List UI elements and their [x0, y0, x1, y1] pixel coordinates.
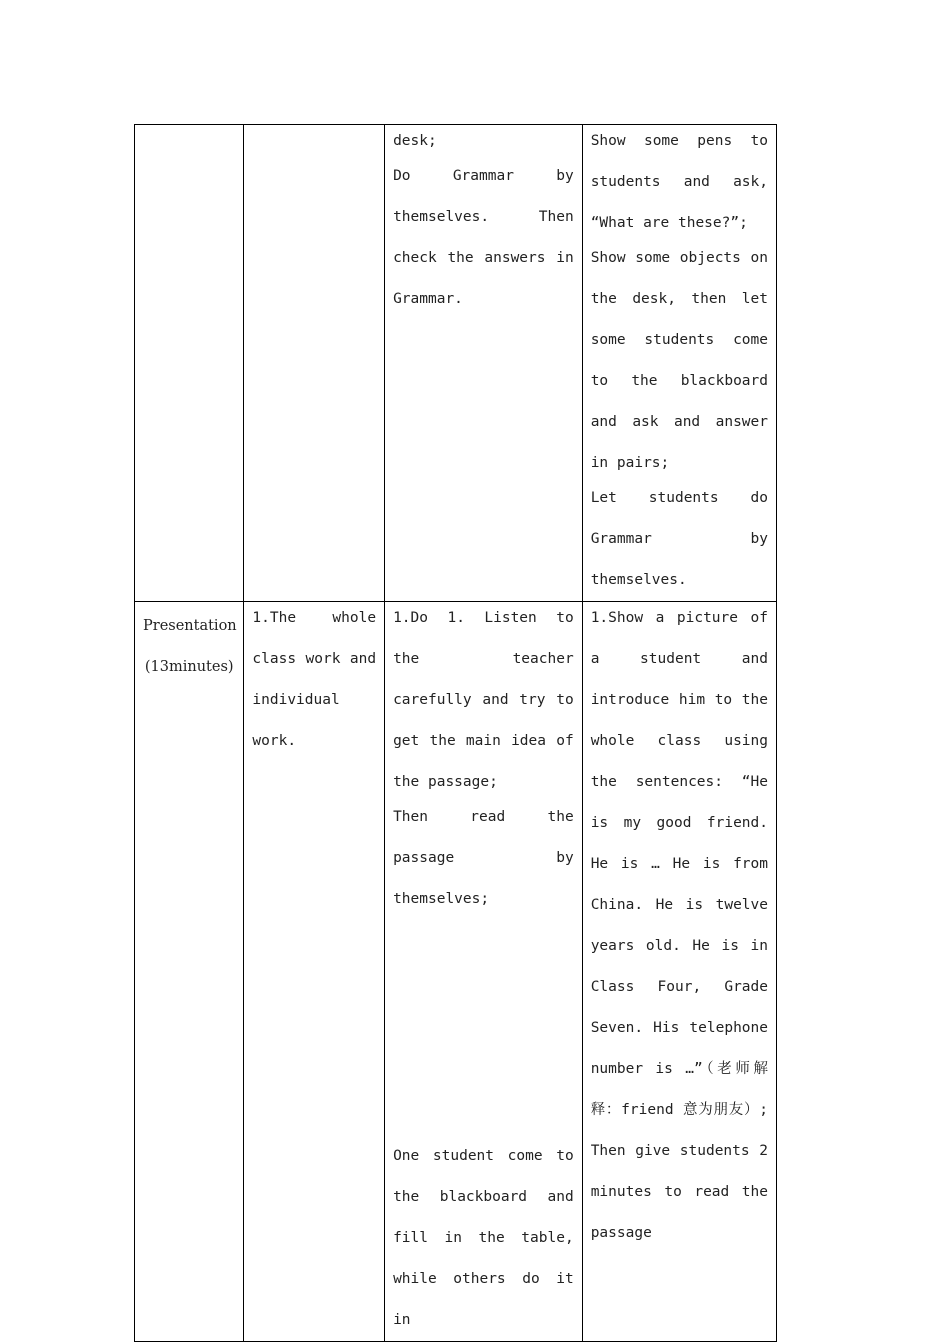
- stage-cell: [135, 125, 244, 602]
- stage-cell: [135, 602, 244, 1342]
- teacher-activity-text: Show some pens to students and ask, “What are these?”;: [590, 133, 768, 231]
- student-activity-text: Then read the passage by themselves;: [393, 809, 574, 907]
- organization-cell: [244, 125, 385, 602]
- spacer: [393, 920, 574, 1140]
- student-activity-cell: [385, 125, 583, 602]
- student-activity-text: 1.Do 1. Listen to the teacher carefully and try to get the main idea of the passage;: [393, 610, 574, 790]
- table-row: [135, 602, 777, 1342]
- student-activity-text: desk;: [393, 133, 437, 149]
- stage-time: (13minutes): [144, 659, 234, 675]
- organization-text: 1.The whole class work and individual work.: [252, 610, 377, 749]
- teacher-activity-text: Let students do Grammar by themselves.: [590, 490, 768, 588]
- teacher-activity-cell: [582, 602, 776, 1342]
- stage-name: Presentation: [143, 618, 237, 634]
- teacher-activity-text: 1.Show a picture of a student and introduce him to the whole class using the sentences: “He is my good friend. He is … He is from China. He is twelve years old. He is in Class Four, Grade Seven. His telephone number is …”（老师解释：friend 意为朋友）; Then give students 2 minutes to read the passage: [590, 610, 768, 1241]
- organization-cell: [244, 602, 385, 1342]
- student-activity-cell: [385, 602, 583, 1342]
- table-row: [135, 125, 777, 602]
- student-activity-text: Do Grammar by themselves. Then check the answers in Grammar.: [393, 168, 574, 307]
- teacher-activity-cell: [582, 125, 776, 602]
- teacher-activity-text: Show some objects on the desk, then let some students come to the blackboard and ask and answer in pairs;: [590, 250, 768, 471]
- student-activity-text: One student come to the blackboard and fill in the table, while others do it in: [393, 1148, 574, 1328]
- lesson-plan-table: [134, 124, 777, 1342]
